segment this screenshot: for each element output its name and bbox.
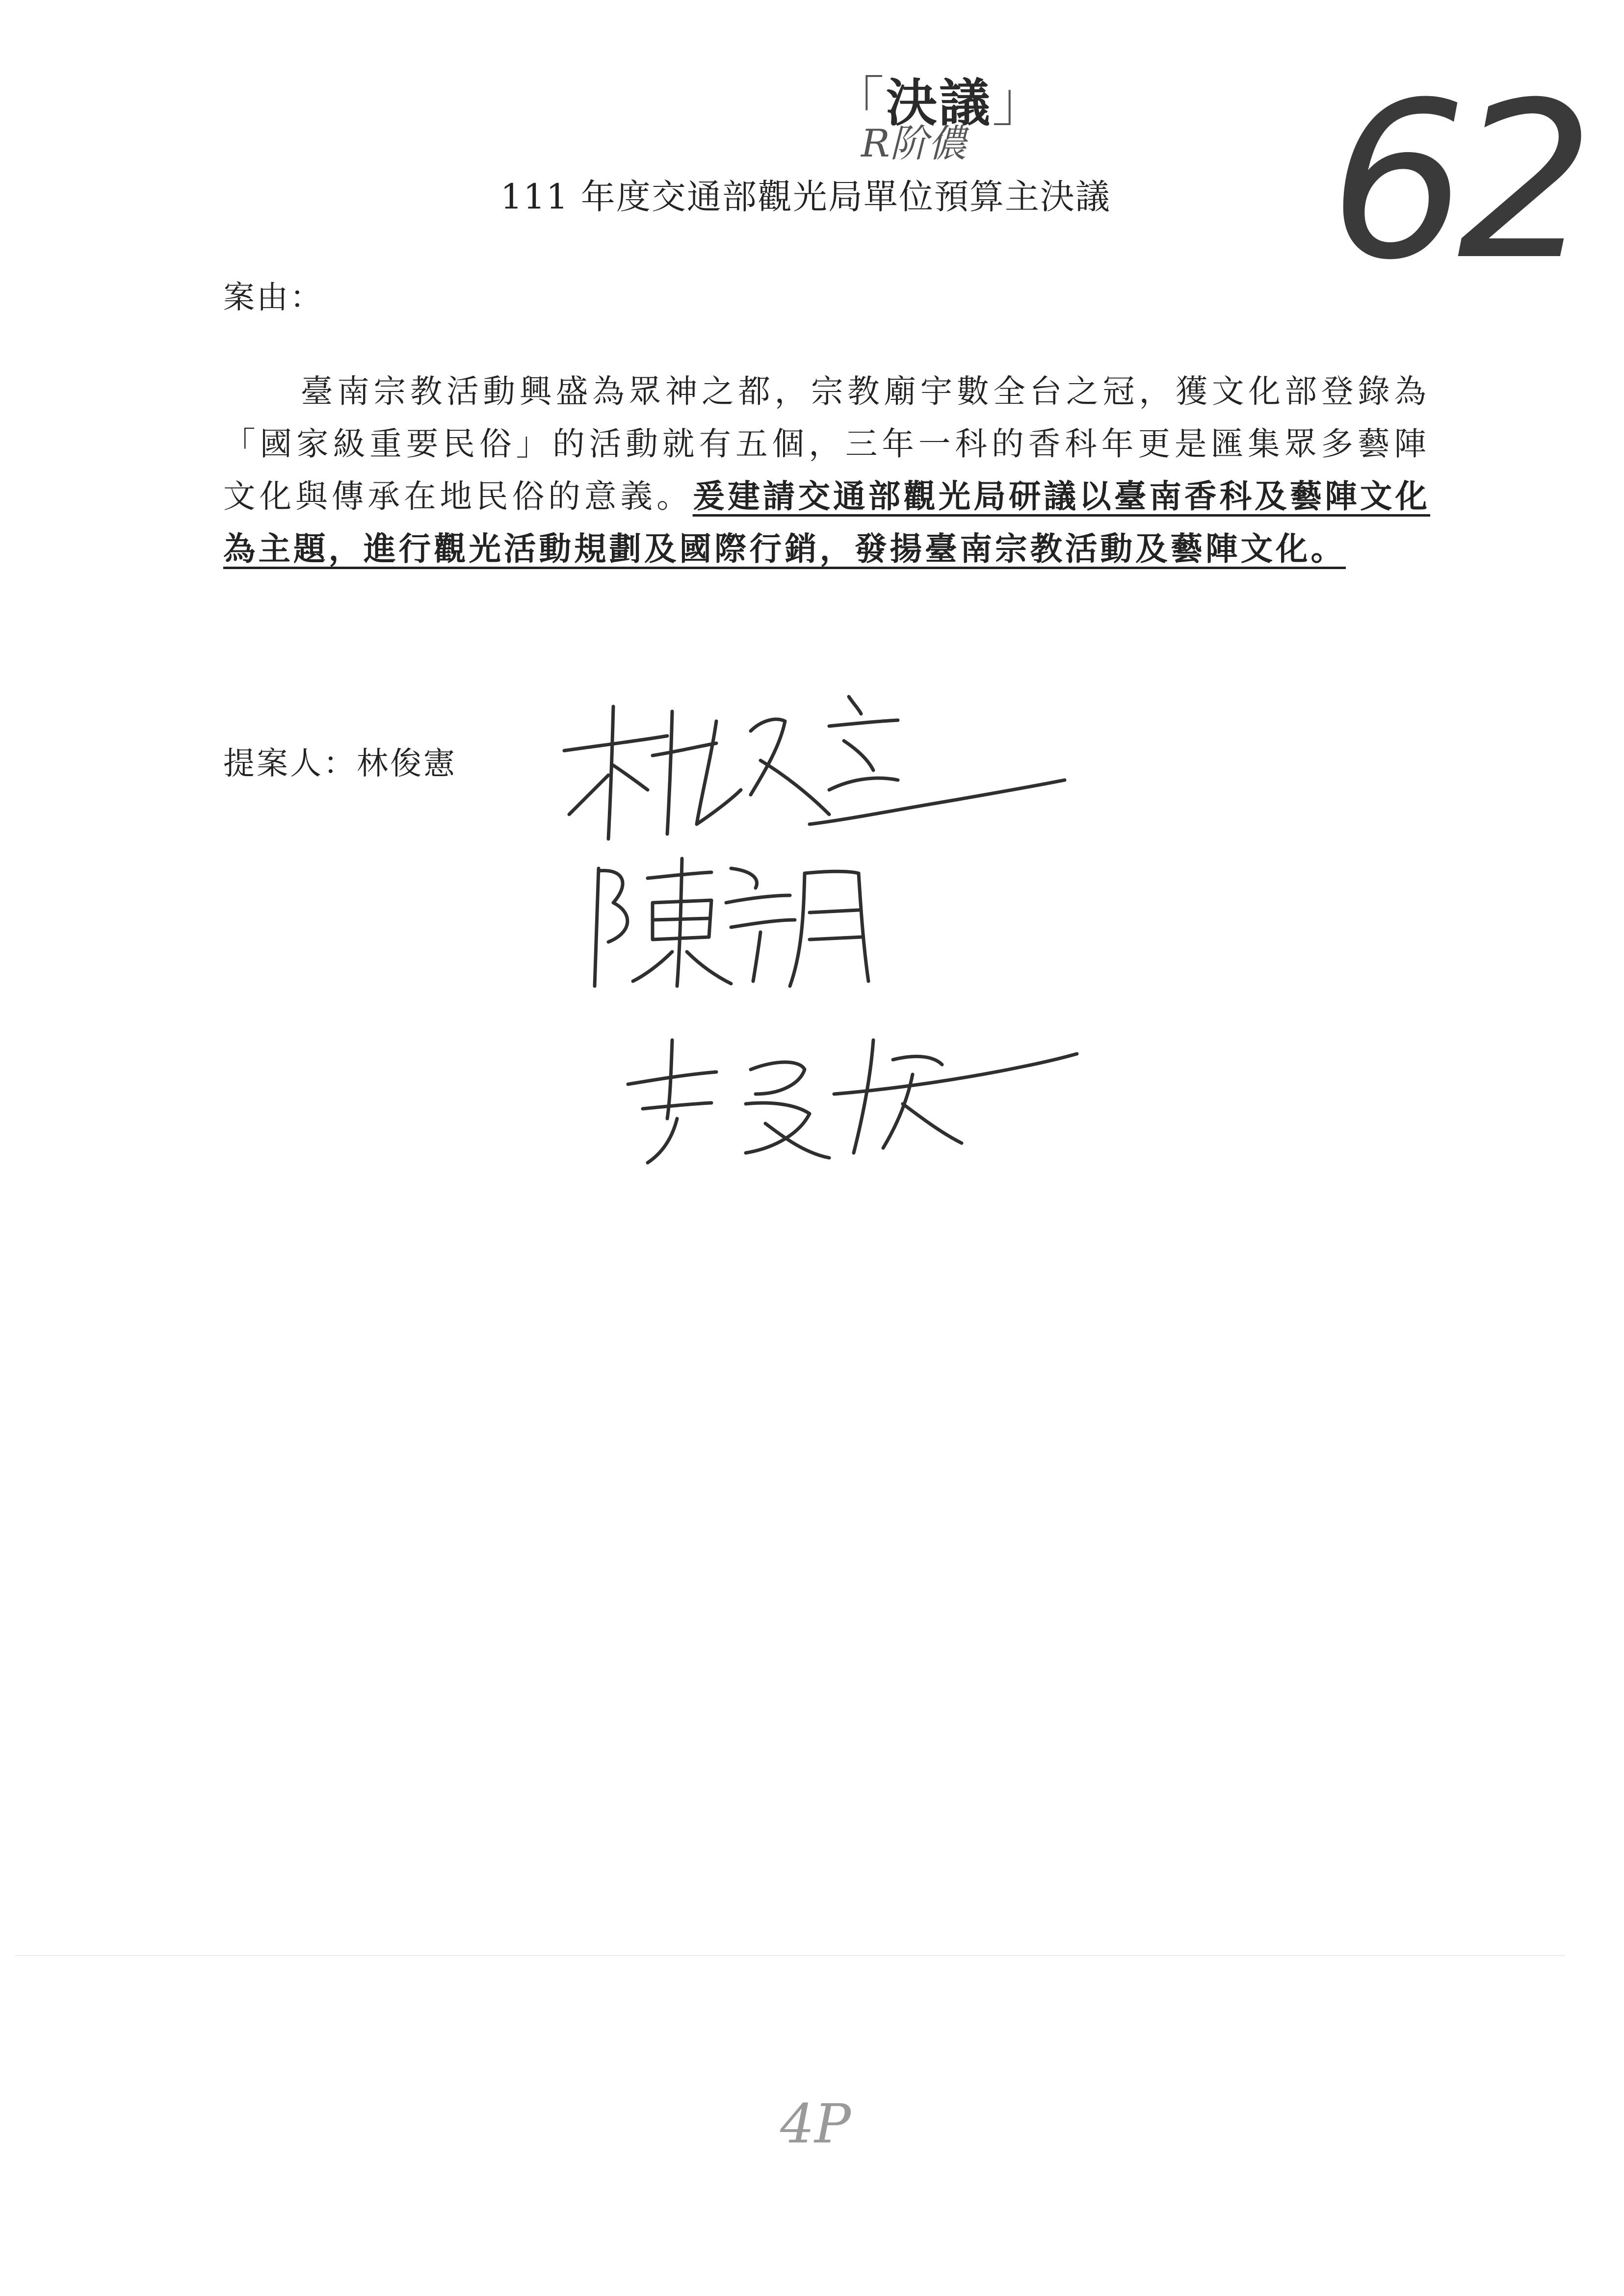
stamp-handwritten-mark: R阶儂: [861, 122, 967, 166]
scan-artifact-line: [15, 1955, 1565, 1956]
case-body: [223, 365, 1430, 575]
signature-2: [584, 849, 898, 996]
case-body-text: 臺南宗教活動興盛為眾神之都，宗教廟宇數全台之冠，獲文化部登錄為「國家級重要民俗」的活動就有五個，三年一科的香科年更是匯集眾多藝陣文化與傳承在地民俗的意義。: [223, 373, 1430, 515]
proposer-line: 提案人：林俊憲: [223, 746, 457, 782]
stamp-close-bracket: 」: [992, 71, 1048, 133]
stamp-open-bracket: 「: [830, 71, 886, 133]
footer-handwritten-mark: 4P: [780, 2092, 851, 2155]
stamp-text: 決議: [886, 73, 993, 133]
signature-3: [618, 1020, 1084, 1177]
handwritten-page-number: 62: [1330, 56, 1585, 307]
case-body-recommendation: 爰建請交通部觀光局研議以臺南香科及藝陣文化為主題，進行觀光活動規劃及國際行銷，發揚臺南宗教活動及藝陣文化。: [223, 478, 1430, 568]
case-label: 案由：: [223, 280, 323, 316]
document-title: 111 年度交通部觀光局單位預算主決議: [500, 177, 1111, 217]
signature-1: [554, 677, 1094, 863]
